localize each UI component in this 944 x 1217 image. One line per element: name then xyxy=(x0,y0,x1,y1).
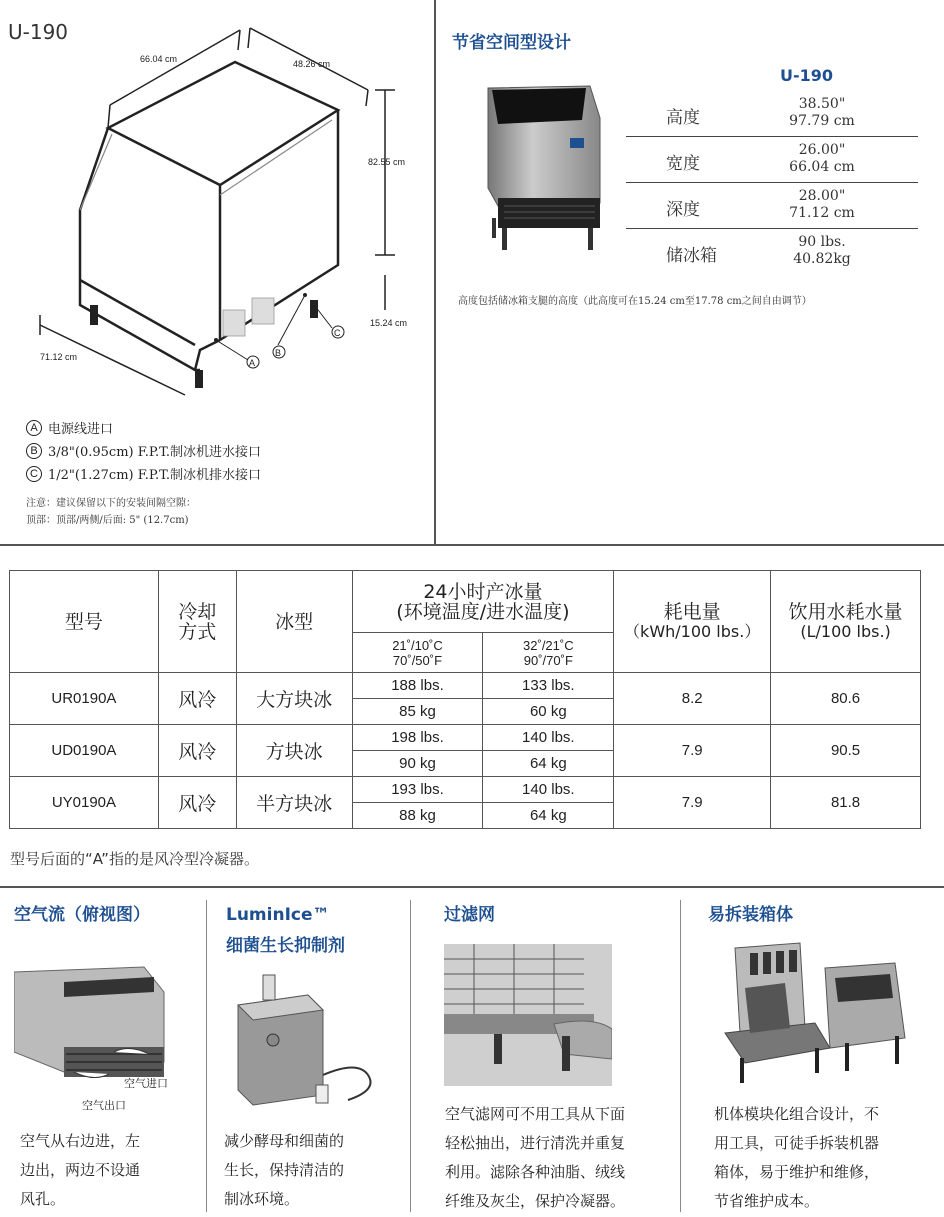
cell-water: 90.5 xyxy=(771,725,921,777)
spec-row-depth xyxy=(626,183,918,229)
header-water xyxy=(771,571,921,673)
header-water-line2: (L/100 lbs.) xyxy=(800,621,891,641)
header-condition-1 xyxy=(352,633,483,673)
feature-title: 易拆装箱体 xyxy=(708,905,793,925)
feature-separator xyxy=(206,900,207,1212)
feature-airflow xyxy=(14,900,204,931)
cell-water: 80.6 xyxy=(771,673,921,725)
header-ice-type: 冰型 xyxy=(236,571,352,673)
header-cooling-line1: 冷却 xyxy=(178,600,217,623)
label-air-in: 空气进口 xyxy=(124,1077,168,1090)
table-row xyxy=(10,777,921,803)
spec-value-metric: 66.04 cm xyxy=(789,159,855,175)
filter-image xyxy=(444,944,612,1086)
header-production-line2: (环境温度/进水温度) xyxy=(396,600,570,623)
clearance-note-1: 注意：建议保留以下的安装间隔空隙： xyxy=(26,498,196,509)
spec-value-imperial: 28.00" xyxy=(798,188,846,204)
legend-b xyxy=(26,441,261,460)
feature-text: 机体模块化组合设计，不 用工具，可徒手拆装机器 箱体，易于维护和维修， 节省维护成本。 xyxy=(714,1105,880,1210)
height-note: 高度包括储冰箱支腿的高度（此高度可在15.24 cm至17.78 cm之间自由调节） xyxy=(458,296,812,307)
cell-c2-kg: 60 kg xyxy=(483,699,614,725)
dim-height: 82.55 cm xyxy=(368,157,406,167)
feature-text: 空气从右边进，左 边出，两边不设通 风孔。 xyxy=(20,1132,141,1208)
header-cooling xyxy=(158,571,236,673)
vertical-divider xyxy=(434,0,436,545)
feature-luminice xyxy=(226,900,406,962)
airflow-image xyxy=(14,962,204,1112)
spec-label: 深度 xyxy=(666,200,700,220)
cell-model: UR0190A xyxy=(10,673,159,725)
feature-subtitle: 细菌生长抑制剂 xyxy=(226,936,345,956)
spec-row-bin xyxy=(626,229,918,275)
spec-label: 储冰箱 xyxy=(666,246,717,266)
header-water-line1: 饮用水耗水量 xyxy=(788,600,903,623)
cell-cooling: 风冷 xyxy=(158,673,236,725)
cell-cooling: 风冷 xyxy=(158,725,236,777)
cell-cooling: 风冷 xyxy=(158,777,236,829)
cell-c1-lbs: 198 lbs. xyxy=(352,725,483,751)
dim-leg: 15.24 cm xyxy=(370,318,408,328)
spec-row-height xyxy=(626,91,918,137)
cell-ice: 方块冰 xyxy=(236,725,352,777)
header-power-line1: 耗电量 xyxy=(663,600,721,623)
table-note: 型号后面的“A”指的是风冷型冷凝器。 xyxy=(10,850,259,868)
feature-filter xyxy=(444,900,664,931)
legend-key: C xyxy=(26,466,42,482)
cond2-c: 32˚/21˚C xyxy=(523,637,574,653)
cond1-c: 21˚/10˚C xyxy=(392,637,443,653)
cell-c1-lbs: 188 lbs. xyxy=(352,673,483,699)
header-condition-2 xyxy=(483,633,614,673)
spec-label: 宽度 xyxy=(666,154,700,174)
cell-model: UY0190A xyxy=(10,777,159,829)
callout-b: B xyxy=(275,348,282,358)
feature-title: 空气流（俯视图） xyxy=(14,905,150,925)
product-image xyxy=(470,78,610,263)
cell-ice: 半方块冰 xyxy=(236,777,352,829)
feature-separator xyxy=(680,900,681,1212)
production-table xyxy=(9,570,921,829)
spec-row-width xyxy=(626,137,918,183)
spec-value-imperial: 38.50" xyxy=(798,96,846,112)
feature-text: 减少酵母和细菌的 生长，保持清洁的 制冰环境。 xyxy=(224,1132,345,1208)
cell-c1-lbs: 193 lbs. xyxy=(352,777,483,803)
callout-a: A xyxy=(249,358,256,368)
header-production-line1: 24小时产冰量 xyxy=(423,580,543,603)
legend-c xyxy=(26,464,261,483)
feature-text: 空气滤网可不用工具从下面 轻松抽出，进行清洗并重复 利用。滤除各种油脂、绒线 纤维及灰尘，保护冷凝器。 xyxy=(445,1105,626,1210)
legend-text: 电源线进口 xyxy=(48,422,114,437)
cell-water: 81.8 xyxy=(771,777,921,829)
feature-easy-access xyxy=(708,900,928,931)
model-title: U-190 xyxy=(8,20,69,44)
spec-value-metric: 40.82kg xyxy=(793,251,851,267)
cond2-f: 90˚/70˚F xyxy=(523,652,573,668)
callout-c: C xyxy=(334,328,341,338)
cell-c2-kg: 64 kg xyxy=(483,803,614,829)
feature-title: 过滤网 xyxy=(444,905,495,925)
horizontal-divider-2 xyxy=(0,886,944,888)
cell-c1-kg: 90 kg xyxy=(352,751,483,777)
cell-power: 8.2 xyxy=(614,673,771,725)
spec-label: 高度 xyxy=(666,108,700,128)
space-design-title: 节省空间型设计 xyxy=(452,33,571,53)
header-power xyxy=(614,571,771,673)
cell-power: 7.9 xyxy=(614,777,771,829)
legend-key: A xyxy=(26,420,42,436)
feature-separator xyxy=(410,900,411,1212)
header-cooling-line2: 方式 xyxy=(178,620,217,643)
clearance-note-2: 顶部：顶部/两侧/后面: 5" (12.7cm) xyxy=(26,515,189,526)
feature-title: LuminIce™ xyxy=(226,905,330,925)
horizontal-divider xyxy=(0,544,944,546)
header-production xyxy=(352,571,614,633)
spec-value-imperial: 90 lbs. xyxy=(798,234,846,250)
dimension-diagram xyxy=(20,10,430,410)
cell-model: UD0190A xyxy=(10,725,159,777)
spec-value-metric: 97.79 cm xyxy=(789,113,855,129)
dim-side: 71.12 cm xyxy=(40,352,78,362)
spec-value-imperial: 26.00" xyxy=(798,142,846,158)
table-row xyxy=(10,673,921,699)
easy-access-image xyxy=(705,938,917,1096)
cell-c2-lbs: 133 lbs. xyxy=(483,673,614,699)
label-air-out: 空气出口 xyxy=(82,1099,126,1112)
header-power-line2: （kWh/100 lbs.） xyxy=(624,621,761,641)
table-row xyxy=(10,725,921,751)
cell-ice: 大方块冰 xyxy=(236,673,352,725)
cell-c1-kg: 85 kg xyxy=(352,699,483,725)
cell-c2-kg: 64 kg xyxy=(483,751,614,777)
spec-model: U-190 xyxy=(780,66,834,85)
luminice-image xyxy=(228,965,388,1115)
cell-c1-kg: 88 kg xyxy=(352,803,483,829)
legend-text: 3/8"(0.95cm) F.P.T.制冰机进水接口 xyxy=(48,445,261,460)
cell-c2-lbs: 140 lbs. xyxy=(483,777,614,803)
dim-depth: 48.26 cm xyxy=(293,59,331,69)
header-model: 型号 xyxy=(10,571,159,673)
cell-power: 7.9 xyxy=(614,725,771,777)
legend-text: 1/2"(1.27cm) F.P.T.制冰机排水接口 xyxy=(48,468,261,483)
dim-width: 66.04 cm xyxy=(140,54,178,64)
spec-value-metric: 71.12 cm xyxy=(789,205,855,221)
cond1-f: 70˚/50˚F xyxy=(392,652,443,668)
legend-key: B xyxy=(26,443,42,459)
cell-c2-lbs: 140 lbs. xyxy=(483,725,614,751)
legend-a xyxy=(26,418,113,437)
